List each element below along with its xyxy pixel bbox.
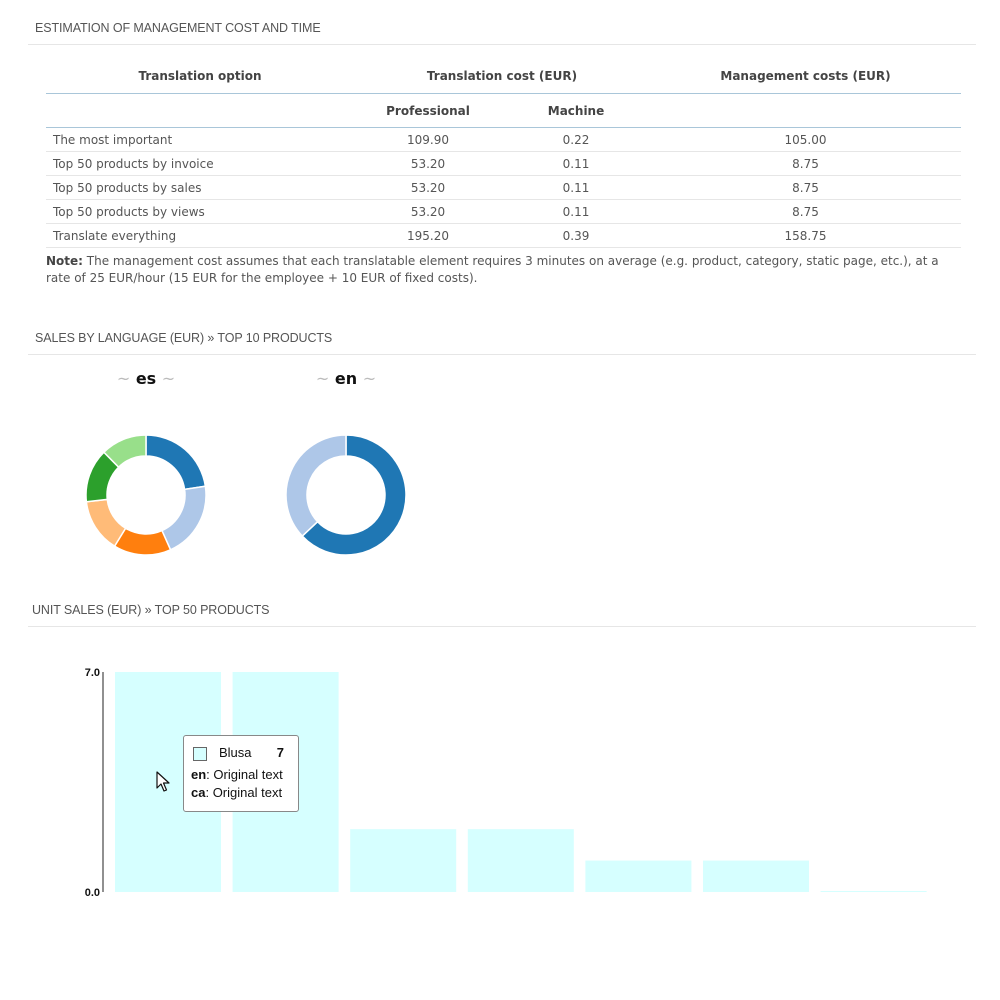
sales-by-language-title: SALES BY LANGUAGE (EUR) » TOP 10 PRODUCTS: [35, 331, 333, 345]
cell-machine: 0.11: [502, 200, 650, 224]
tooltip-text-en: : Original text: [206, 767, 283, 782]
donut-label-en: [286, 369, 406, 388]
header-machine: Machine: [502, 94, 650, 128]
cell-professional: 53.20: [354, 200, 502, 224]
cell-machine: 0.22: [502, 128, 650, 152]
cell-option: Top 50 products by views: [46, 200, 354, 224]
cell-option: Translate everything: [46, 224, 354, 248]
section-divider: [28, 626, 976, 627]
header-blank: [650, 94, 961, 128]
header-translation-cost: Translation cost (EUR): [354, 58, 650, 94]
tooltip-value: 7: [276, 745, 284, 760]
bar-5[interactable]: [703, 861, 809, 892]
donut-slice-es-0[interactable]: [146, 435, 205, 489]
cell-machine: 0.39: [502, 224, 650, 248]
note-text: The management cost assumes that each translatable element requires 3 minutes on average (e.g. product, category, static page, etc.), at a rate of 25 EUR/hour (15 EUR for the employee + 10 EUR of fixed costs).: [46, 254, 939, 285]
donut-lang-es: es: [135, 369, 157, 388]
table-row: [46, 128, 961, 152]
cost-table: [46, 58, 961, 248]
tilde-left: ~: [116, 369, 131, 388]
y-tick-label: 0.0: [84, 887, 100, 899]
header-blank: [46, 94, 354, 128]
donut-lang-en: en: [334, 369, 358, 388]
bar-4[interactable]: [585, 861, 691, 892]
table-row: [46, 200, 961, 224]
cell-option: The most important: [46, 128, 354, 152]
tooltip-product-name: Blusa: [219, 745, 252, 760]
unit-sales-title: UNIT SALES (EUR) » TOP 50 PRODUCTS: [32, 603, 270, 617]
cell-management: 105.00: [650, 128, 961, 152]
bar-3[interactable]: [468, 829, 574, 892]
tilde-left: ~: [315, 369, 330, 388]
tooltip-line-ca: [191, 785, 282, 800]
bar-6[interactable]: [821, 891, 927, 892]
donut-chart-en[interactable]: [285, 433, 407, 557]
donut-chart-es[interactable]: [85, 433, 207, 557]
tooltip-lang-ca: ca: [191, 785, 206, 800]
tilde-right: ~: [362, 369, 377, 388]
donut-slice-en-1[interactable]: [286, 435, 346, 536]
bar-2[interactable]: [350, 829, 456, 892]
cell-professional: 53.20: [354, 176, 502, 200]
cell-management: 8.75: [650, 176, 961, 200]
tooltip-line-en: [191, 767, 283, 782]
cell-option: Top 50 products by invoice: [46, 152, 354, 176]
cell-machine: 0.11: [502, 152, 650, 176]
mouse-pointer-icon: [156, 771, 172, 793]
y-tick-label: 7.0: [84, 667, 100, 679]
table-row: [46, 152, 961, 176]
tilde-right: ~: [161, 369, 176, 388]
section-divider: [28, 44, 976, 45]
tooltip-color-swatch: [193, 747, 207, 761]
table-row: [46, 224, 961, 248]
cell-professional: 53.20: [354, 152, 502, 176]
cell-management: 8.75: [650, 152, 961, 176]
cell-option: Top 50 products by sales: [46, 176, 354, 200]
donut-slice-es-1[interactable]: [162, 486, 206, 549]
table-row: [46, 176, 961, 200]
cell-professional: 109.90: [354, 128, 502, 152]
cell-machine: 0.11: [502, 176, 650, 200]
tooltip-text-ca: : Original text: [205, 785, 283, 800]
header-translation-option: Translation option: [46, 58, 354, 94]
cell-professional: 195.20: [354, 224, 502, 248]
note-label: Note:: [46, 254, 83, 268]
cell-management: 8.75: [650, 200, 961, 224]
bar-tooltip: [183, 735, 299, 812]
section-divider: [28, 354, 976, 355]
header-management-costs: Management costs (EUR): [650, 58, 961, 94]
cell-management: 158.75: [650, 224, 961, 248]
estimation-section-title: ESTIMATION OF MANAGEMENT COST AND TIME: [35, 21, 321, 35]
header-professional: Professional: [354, 94, 502, 128]
tooltip-lang-en: en: [191, 767, 207, 782]
donut-slice-es-3[interactable]: [86, 499, 125, 546]
management-cost-note: [46, 253, 946, 287]
donut-label-es: [86, 369, 206, 388]
